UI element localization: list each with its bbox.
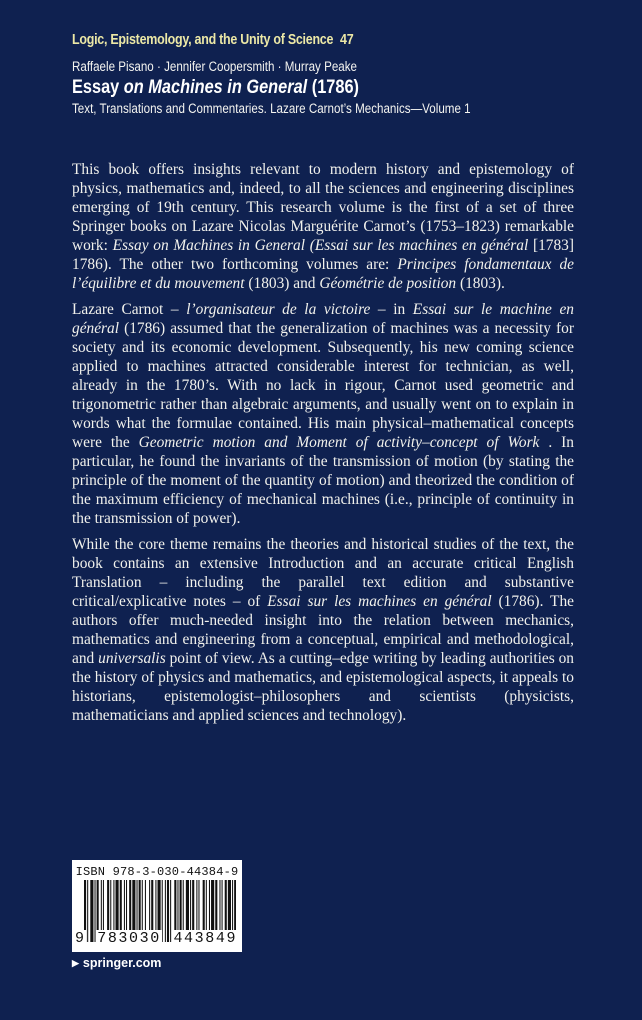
blurb-paragraph-2: Lazare Carnot – l’organisateur de la victoire – in Essai sur le machine en général (1786) assumed that the generalization of machines was a necessity for society and its economic development. Subsequently, his new coming science applied to machines attracted considerable interest for technician, as well, already in the 1780’s. With no lack in rigour, Carnot used geometric and trigonometric rather than algebraic arguments, and usually went on to explain in words what the formulae contained. His main physical–mathematical concepts were the Geometric motion and Moment of activity–concept of Work . In particular, he found the invariants of the transmission of motion (by stating the principle of the moment of the quantity of motion) and theorized the condition of the maximum efficiency of mechanical machines (i.e., principle of continuity in the transmission of power). — [72, 301, 574, 527]
publisher-link[interactable] — [72, 956, 161, 970]
blurb-paragraph-1: This book offers insights relevant to modern history and epistemology of physics, mathematics and, indeed, to all the sciences and engineering disciplines emerging of 19th century. This research volume is the first of a set of three Springer books on Lazare Nicolas Marguérite Carnot’s (1753–1823) remarkable work: Essay on Machines in General (Essai sur les machines en général [1783] 1786). The other two forthcoming volumes are: Principes fondamentaux de l’équilibre et du mouvement (1803) and Géométrie de position (1803). — [72, 161, 574, 292]
blurb — [72, 160, 574, 732]
book-title — [72, 77, 519, 99]
blurb-paragraph-3: While the core theme remains the theories and historical studies of the text, the book contains an extensive Introduction and an accurate critical English Translation – including the parallel text edition and substantive critical/explicative notes – of Essai sur les machines en général (1786). The authors offer much-needed insight into the relation between mechanics, mathematics and engineering from a conceptual, empirical and methodological, and universalis point of view. As a cutting–edge writing by leading authorities on the history of physics and mathematics, and epistemological aspects, it appeals to historians, epistemologist–philosophers and scientists (physicists, mathematicians and applied sciences and technology). — [72, 536, 574, 724]
play-arrow-icon: ▶ — [72, 957, 79, 968]
title-prefix: Essay — [72, 77, 124, 98]
series-name: Logic, Epistemology, and the Unity of Science — [72, 32, 334, 48]
isbn-barcode — [72, 860, 242, 952]
header — [72, 32, 592, 116]
barcode-digits-right: 443849 — [173, 930, 238, 947]
title-italic: on Machines in General — [123, 77, 308, 98]
barcode-digits — [75, 930, 241, 947]
series-title — [72, 32, 519, 48]
barcode-digits-left: 783030 — [97, 930, 161, 947]
publisher-website: springer.com — [82, 956, 162, 970]
title-suffix: (1786) — [307, 77, 359, 98]
authors: Raffaele Pisano · Jennifer Coopersmith · Murray Peake — [72, 59, 358, 74]
barcode-digit-lead: 9 — [75, 930, 86, 947]
series-volume-number: 47 — [340, 32, 354, 48]
isbn-label: ISBN 978-3-030-44384-9 — [75, 865, 239, 879]
book-subtitle: Text, Translations and Commentaries. Lazare Carnot’s Mechanics—Volume 1 — [72, 101, 471, 116]
